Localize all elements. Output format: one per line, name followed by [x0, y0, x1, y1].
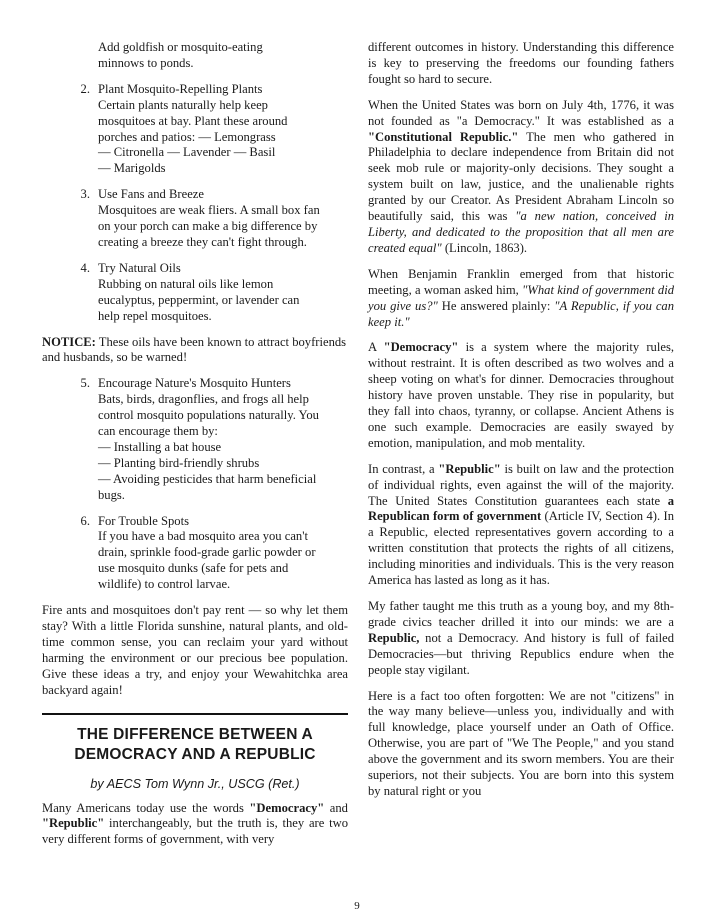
text-run: The men who gathered in Philadelphia to declare independence from Britain did not seek mob rule or majority-only decisions. They sought a system built on law, justice, and the unalienable rights granted by our Creator. As President Abraham Lincoln so beautifully said, this was — [368, 129, 674, 224]
tip-title: For Trouble Spots — [98, 513, 189, 528]
page-number: 9 — [354, 900, 360, 912]
tip-line: — Installing a bat house — [98, 439, 222, 454]
article-title-line: THE DIFFERENCE BETWEEN A — [77, 725, 313, 743]
text-run: not a Democracy. And history is full of failed Democracies—but thriving Republics endure when the people stay vigilant. — [368, 630, 674, 677]
text-run: When Benjamin Franklin emerged from that historic meeting, a woman asked him, — [368, 266, 674, 297]
tip-line: creating a breeze they can't fight through. — [98, 234, 307, 249]
text-run: A — [368, 340, 384, 355]
text-run: (Lincoln, 1863). — [441, 240, 528, 255]
text-run: is built on law and the protection of individual rights, even against the will of the majority. The United States Constitution guarantees each state — [368, 461, 675, 508]
bold-term: "Constitutional Republic." — [368, 129, 519, 144]
bold-term: a Republican form of government — [368, 493, 674, 524]
tip-line: can encourage them by: — [98, 424, 218, 439]
section-divider — [42, 713, 348, 715]
tip-line: mosquitoes at bay. Plant these around — [98, 113, 288, 128]
tip-number: 3. — [80, 187, 90, 202]
article-paragraph-6 — [368, 599, 674, 679]
tip-line: — Planting bird-friendly shrubs — [98, 455, 260, 470]
article-title — [42, 725, 348, 765]
tip-line: If you have a bad mosquito area you can't — [98, 529, 308, 544]
article-paragraph-4 — [368, 340, 674, 451]
notice-paragraph — [42, 335, 348, 367]
tip-1-line: Add goldfish or mosquito-eating — [98, 40, 263, 54]
tip-line: on your porch can make a big difference by — [98, 219, 318, 234]
article-paragraph-3 — [368, 267, 674, 331]
article-paragraph-1 — [42, 801, 348, 849]
tip-title: Encourage Nature's Mosquito Hunters — [98, 376, 291, 391]
article-paragraph-1-continued: different outcomes in history. Understanding this difference is key to preserving the freedoms our founding fathers fought so hard to secure. — [368, 40, 674, 86]
article-byline: by AECS Tom Wynn Jr., USCG (Ret.) — [90, 776, 300, 791]
tip-line: use mosquito dunks (safe for pets and — [98, 561, 289, 576]
article-title-line: DEMOCRACY AND A REPUBLIC — [74, 745, 316, 763]
tip-line: Rubbing on natural oils like lemon — [98, 276, 274, 291]
tip-line: eucalyptus, peppermint, or lavender can — [98, 292, 300, 307]
text-run: Many Americans today use the words — [42, 800, 250, 815]
notice-text: These oils have been known to attract boyfriends and husbands, so be warned! — [42, 334, 347, 365]
tip-title: Use Fans and Breeze — [98, 187, 204, 202]
tip-6 — [42, 514, 348, 594]
bold-term: Republic, — [368, 630, 420, 645]
bold-term: "Republic" — [438, 461, 501, 476]
text-run: and — [324, 800, 348, 815]
bold-term: "Democracy" — [249, 800, 325, 815]
right-column — [368, 40, 674, 800]
quote: "A Republic, if you can keep it." — [368, 298, 674, 329]
tip-line: — Citronella — Lavender — Basil — [98, 145, 276, 160]
tip-line: Mosquitoes are weak fliers. A small box fan — [98, 203, 320, 218]
article-paragraph-7: Here is a fact too often forgotten: We are not "citizens" in the way many believe—unless you, individually and with full knowledge, place yourself under an Oath of Office. Otherwise, you are part of "We The People," and you stand above the government and its sworn members. You are their superiors, not their subjects. You are born into this system by natural right or you — [368, 688, 674, 798]
tip-line: — Avoiding pesticides that harm beneficial — [98, 471, 317, 486]
text-run: My father taught me this truth as a young boy, and my 8th-grade civics teacher drilled it into our minds: we are a — [368, 599, 674, 629]
text-run: interchangeably, but the truth is, they are two very different forms of government, with very — [42, 816, 348, 847]
tip-title: Plant Mosquito-Repelling Plants — [98, 81, 263, 96]
tip-2 — [42, 82, 348, 177]
tip-4 — [42, 261, 348, 325]
bold-term: "Democracy" — [383, 340, 459, 355]
tip-line: Certain plants naturally help keep — [98, 97, 268, 112]
tip-line: help repel mosquitoes. — [98, 308, 212, 323]
tip-line: bugs. — [98, 487, 125, 502]
closing-paragraph: Fire ants and mosquitoes don't pay rent — so why let them stay? With a little Florida sunshine, natural plants, and old-time common sense, you can reclaim your yard without harming the environment or our precious bee population. Give these ideas a try, and enjoy your Wewahitchka area backyard again! — [42, 603, 348, 697]
tip-line: porches and patios: — Lemongrass — [98, 129, 276, 144]
tip-1-line: minnows to ponds. — [98, 55, 194, 70]
tip-line: Bats, birds, dragonflies, and frogs all help — [98, 392, 309, 407]
tip-5 — [42, 376, 348, 503]
tip-line: control mosquito populations naturally. You — [98, 408, 319, 423]
text-run: is a system where the majority rules, without restraint. It is often described as two wolves and a sheep voting on what's for dinner. Democracies throughout history have proven unstable. They rise in popularity, but they fall into chaos, tyranny, or collapse. Ancient Athens is one such example. Democracies are easily swayed by emotion, manipulation, and mob mentality. — [368, 340, 674, 450]
tip-title: Try Natural Oils — [98, 260, 181, 275]
tip-number: 2. — [80, 81, 90, 96]
tip-number: 4. — [80, 260, 90, 275]
notice-label: NOTICE: — [42, 334, 96, 349]
tip-line: wildlife) to control larvae. — [98, 577, 231, 592]
tip-number: 5. — [80, 376, 90, 391]
article-paragraph-2 — [368, 98, 674, 257]
text-run: He answered plainly: — [437, 298, 555, 313]
text-run: When the United States was born on July 4th, 1776, it was not founded as "a Democracy." It was established as a — [368, 97, 674, 128]
bold-term: "Republic" — [42, 816, 105, 831]
quote: "What kind of government did you give us?" — [368, 282, 674, 313]
text-run: (Article IV, Section 4). In a Republic, elected representatives govern according to a written constitution that protects the rights of all citizens, including minorities and individuals. This is the very reason America has lasted as long as it has. — [368, 509, 674, 588]
left-column — [42, 40, 348, 848]
quote: "a new nation, conceived in Liberty, and dedicated to the proposition that all men are created equal" — [368, 209, 674, 255]
tip-line: — Marigolds — [98, 161, 166, 176]
tip-number: 6. — [80, 513, 90, 528]
article-paragraph-5 — [368, 462, 674, 589]
tip-3 — [42, 187, 348, 251]
tip-1-tail — [42, 40, 348, 72]
tip-line: drain, sprinkle food-grade garlic powder or — [98, 545, 316, 560]
text-run: In contrast, a — [368, 461, 439, 476]
